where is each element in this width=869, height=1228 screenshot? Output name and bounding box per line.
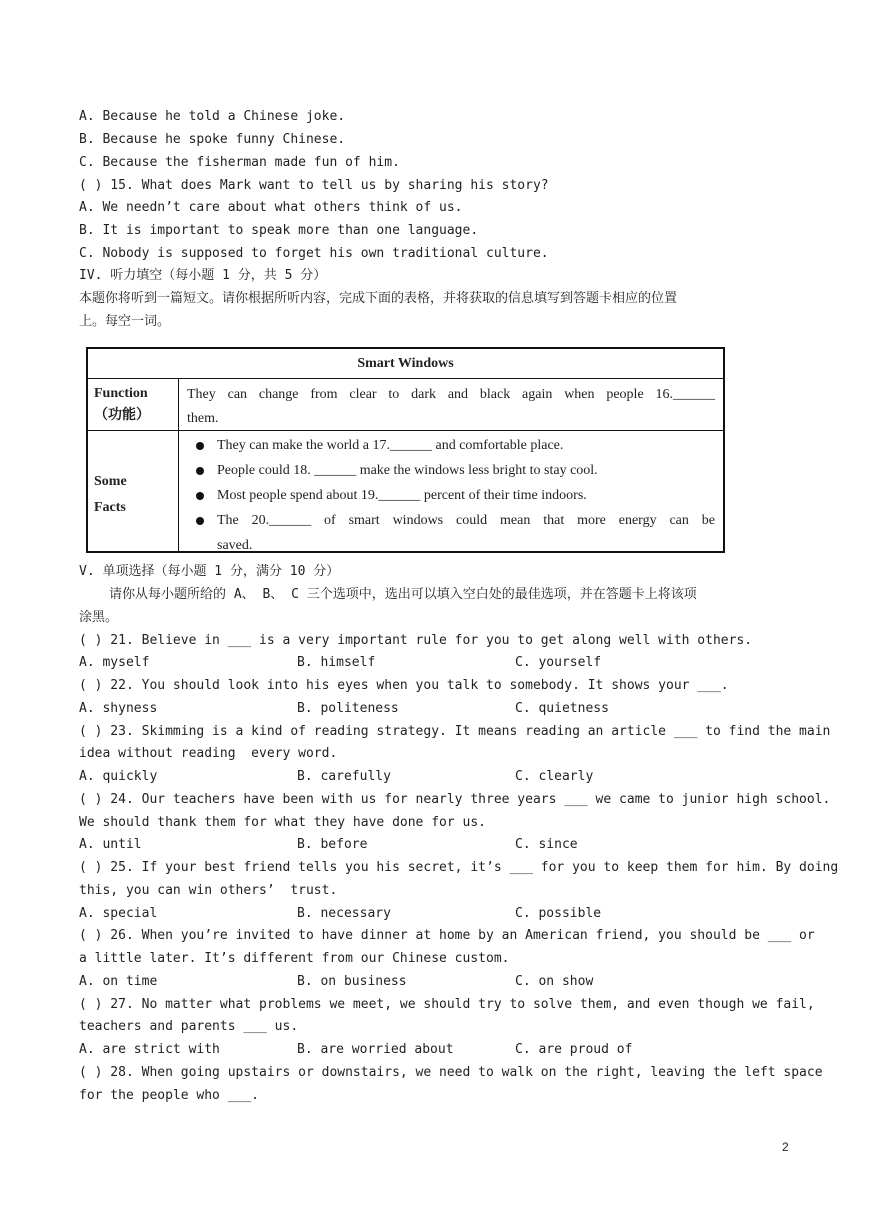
section-v-instruction-1: 请你从每小题所给的 A、 B、 C 三个选项中，选出可以填入空白处的最佳选项，并在答题卡上将该项 bbox=[109, 587, 697, 602]
q15-option-b: B. It is important to speak more than one language. bbox=[79, 223, 479, 238]
q27-option-c: C. are proud of bbox=[515, 1042, 633, 1057]
section-iv-instruction-1: 本题你将听到一篇短文。请你根据所听内容，完成下面的表格，并将获取的信息填写到答题卡相应的位置 bbox=[79, 291, 678, 306]
section-iv-instruction-2: 上。每空一词。 bbox=[79, 314, 171, 329]
q23-option-a: A. quickly bbox=[79, 769, 158, 784]
q24-option-c: C. since bbox=[515, 837, 578, 852]
q26-stem-2: a little later. It’s different from our Chinese custom. bbox=[79, 951, 510, 966]
q23-stem: ( ) 23. Skimming is a kind of reading strategy. It means reading an article ___ to find the main bbox=[79, 724, 831, 739]
facts-label-1: Some bbox=[94, 474, 127, 489]
q25-option-b: B. necessary bbox=[297, 906, 391, 921]
q25-option-c: C. possible bbox=[515, 906, 602, 921]
fact-item: People could 18. ______ make the windows less bright to stay cool. bbox=[187, 458, 715, 483]
q26-option-b: B. on business bbox=[297, 974, 407, 989]
q21-option-a: A. myself bbox=[79, 655, 150, 670]
section-v-instruction-2: 涂黑。 bbox=[79, 610, 119, 625]
q21-stem: ( ) 21. Believe in ___ is a very important rule for you to get along well with others. bbox=[79, 633, 753, 648]
fact-item: They can make the world a 17.______ and comfortable place. bbox=[187, 433, 715, 458]
function-label-cn: （功能） bbox=[94, 408, 150, 423]
facts-label bbox=[88, 431, 179, 551]
bullet-icon bbox=[196, 517, 204, 525]
q26-stem: ( ) 26. When you’re invited to have dinner at home by an American friend, you should be ___ or bbox=[79, 928, 815, 943]
function-label-en: Function bbox=[94, 386, 148, 401]
table-title: Smart Windows bbox=[88, 349, 723, 379]
q14-option-b: B. Because he spoke funny Chinese. bbox=[79, 132, 346, 147]
q28-stem: ( ) 28. When going upstairs or downstairs, we need to walk on the right, leaving the left space bbox=[79, 1065, 823, 1080]
q23-option-b: B. carefully bbox=[297, 769, 391, 784]
q27-stem: ( ) 27. No matter what problems we meet, we should try to solve them, and even though we fail, bbox=[79, 997, 815, 1012]
section-iv-heading: IV. 听力填空（每小题 1 分，共 5 分） bbox=[79, 268, 327, 283]
q24-stem-2: We should thank them for what they have done for us. bbox=[79, 815, 486, 830]
q24-stem: ( ) 24. Our teachers have been with us for nearly three years ___ we came to junior high school. bbox=[79, 792, 831, 807]
q22-option-c: C. quietness bbox=[515, 701, 609, 716]
q22-stem: ( ) 22. You should look into his eyes when you talk to somebody. It shows your ___. bbox=[79, 678, 729, 693]
function-line-1: They can change from clear to dark and black again when people 16.______ bbox=[187, 387, 715, 402]
function-line-2: them. bbox=[187, 411, 219, 426]
q22-option-b: B. politeness bbox=[297, 701, 399, 716]
q14-option-c: C. Because the fisherman made fun of him. bbox=[79, 155, 400, 170]
section-v-heading: V. 单项选择（每小题 1 分，满分 10 分） bbox=[79, 564, 340, 579]
facts-list bbox=[179, 431, 723, 551]
page-number: 2 bbox=[782, 1140, 789, 1154]
fact-item: Most people spend about 19.______ percent of their time indoors. bbox=[187, 483, 715, 508]
q21-option-b: B. himself bbox=[297, 655, 376, 670]
function-label bbox=[88, 379, 179, 431]
bullet-icon bbox=[196, 442, 204, 450]
q28-stem-2: for the people who ___. bbox=[79, 1088, 260, 1103]
q23-option-c: C. clearly bbox=[515, 769, 594, 784]
q21-option-c: C. yourself bbox=[515, 655, 602, 670]
q25-stem: ( ) 25. If your best friend tells you his secret, it’s ___ for you to keep them for him. By doing bbox=[79, 860, 839, 875]
bullet-icon bbox=[196, 467, 204, 475]
q25-option-a: A. special bbox=[79, 906, 158, 921]
q22-option-a: A. shyness bbox=[79, 701, 158, 716]
facts-label-2: Facts bbox=[94, 500, 126, 515]
function-value bbox=[179, 379, 723, 431]
q24-option-a: A. until bbox=[79, 837, 142, 852]
q15-option-c: C. Nobody is supposed to forget his own traditional culture. bbox=[79, 246, 549, 261]
fact-item: The 20.______ of smart windows could mean that more energy can be bbox=[187, 508, 715, 533]
q15-stem: ( ) 15. What does Mark want to tell us by sharing his story? bbox=[79, 178, 549, 193]
q24-option-b: B. before bbox=[297, 837, 368, 852]
q27-stem-2: teachers and parents ___ us. bbox=[79, 1019, 299, 1034]
q15-option-a: A. We needn’t care about what others think of us. bbox=[79, 200, 463, 215]
q14-option-a: A. Because he told a Chinese joke. bbox=[79, 109, 346, 124]
q25-stem-2: this, you can win others’ trust. bbox=[79, 883, 338, 898]
q27-option-b: B. are worried about bbox=[297, 1042, 454, 1057]
smart-windows-table bbox=[86, 347, 725, 553]
bullet-icon bbox=[196, 492, 204, 500]
fact-item-continuation: saved. bbox=[217, 538, 253, 553]
q26-option-a: A. on time bbox=[79, 974, 158, 989]
q26-option-c: C. on show bbox=[515, 974, 594, 989]
q23-stem-2: idea without reading every word. bbox=[79, 746, 338, 761]
q27-option-a: A. are strict with bbox=[79, 1042, 220, 1057]
